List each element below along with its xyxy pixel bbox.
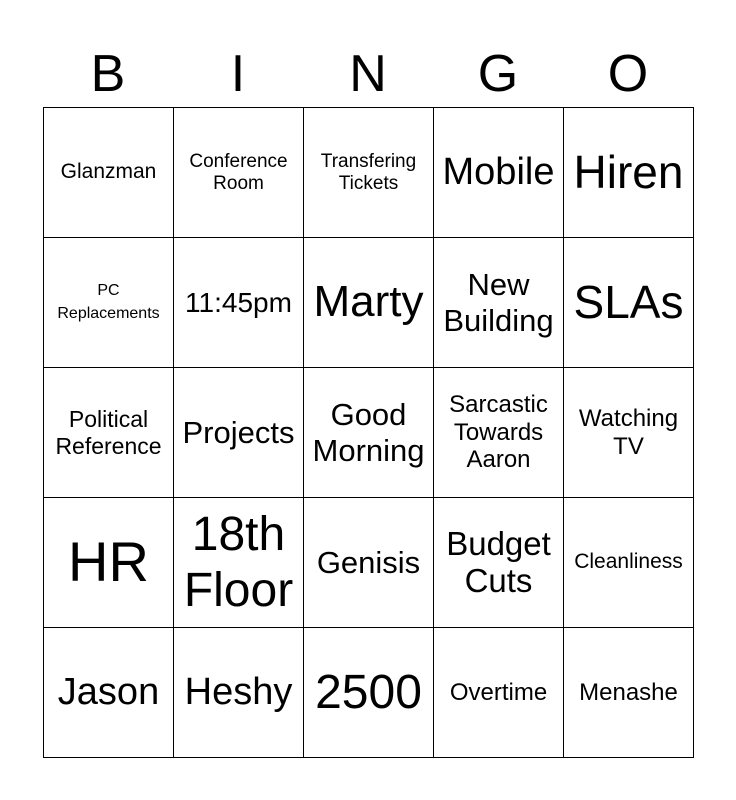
bingo-cell[interactable]: Conference Room <box>174 108 304 238</box>
bingo-cell[interactable]: 2500 <box>304 628 434 758</box>
bingo-cell[interactable]: Menashe <box>564 628 694 758</box>
bingo-cell[interactable]: Watching TV <box>564 368 694 498</box>
bingo-cell[interactable]: Glanzman <box>44 108 174 238</box>
bingo-cell[interactable]: 18th Floor <box>174 498 304 628</box>
bingo-cell[interactable]: Projects <box>174 368 304 498</box>
bingo-cell[interactable]: 11:45pm <box>174 238 304 368</box>
bingo-cell[interactable]: Marty <box>304 238 434 368</box>
bingo-cell[interactable]: PC Replacements <box>44 238 174 368</box>
bingo-cell[interactable]: Sarcastic Towards Aaron <box>434 368 564 498</box>
bingo-cell[interactable]: Overtime <box>434 628 564 758</box>
board-row-5 <box>44 628 694 758</box>
header-letter-g: G <box>477 45 519 103</box>
bingo-board <box>43 107 694 758</box>
bingo-cell[interactable]: Political Reference <box>44 368 174 498</box>
header-letter-b: B <box>90 45 126 103</box>
header-letter-n: N <box>349 45 387 103</box>
header-letter-o: O <box>607 45 649 103</box>
bingo-cell[interactable]: Hiren <box>564 108 694 238</box>
header-letter-i: I <box>230 45 246 103</box>
bingo-cell[interactable]: Good Morning <box>304 368 434 498</box>
bingo-cell[interactable]: New Building <box>434 238 564 368</box>
bingo-cell[interactable]: Mobile <box>434 108 564 238</box>
board-row-2 <box>44 238 694 368</box>
bingo-cell[interactable]: Budget Cuts <box>434 498 564 628</box>
board-row-3 <box>44 368 694 498</box>
board-row-1 <box>44 108 694 238</box>
board-row-4 <box>44 498 694 628</box>
bingo-cell[interactable]: Heshy <box>174 628 304 758</box>
bingo-header <box>43 42 693 106</box>
bingo-cell[interactable]: SLAs <box>564 238 694 368</box>
bingo-cell[interactable]: Transfering Tickets <box>304 108 434 238</box>
bingo-cell[interactable]: Jason <box>44 628 174 758</box>
bingo-cell[interactable]: HR <box>44 498 174 628</box>
bingo-cell[interactable]: Genisis <box>304 498 434 628</box>
bingo-cell[interactable]: Cleanliness <box>564 498 694 628</box>
